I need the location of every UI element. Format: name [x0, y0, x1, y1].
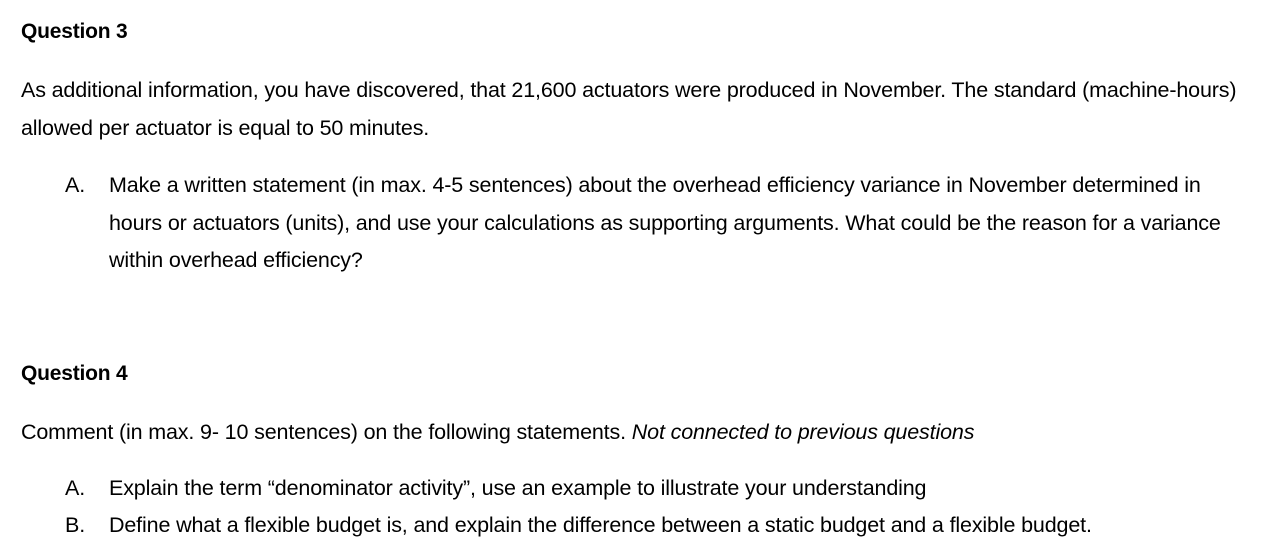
item-marker: B. — [65, 513, 86, 537]
item-text: Explain the term “denominator activity”, use an example to illustrate your understanding — [109, 476, 927, 500]
question-4-heading: Question 4 — [21, 362, 128, 385]
question-4-item-b — [65, 507, 1251, 545]
question-4-intro-note: Not connected to previous questions — [631, 420, 975, 444]
question-3-item-a — [65, 167, 1251, 280]
question-4-item-a — [65, 470, 1251, 508]
question-3-intro: As additional information, you have discovered, that 21,600 actuators were produced in November. The standard (machine-hours) allowed per actuator is equal to 50 minutes. — [21, 78, 1237, 140]
question-3-heading: Question 3 — [21, 20, 128, 43]
item-text: Make a written statement (in max. 4-5 sentences) about the overhead efficiency variance in November determined in hours or actuators (units), and use your calculations as supporting arguments. What could be the reason for a variance within overhead efficiency? — [109, 173, 1221, 272]
item-marker: A. — [65, 173, 86, 197]
question-4-intro-text: Comment (in max. 9- 10 sentences) on the following statements. — [21, 420, 632, 444]
item-marker: A. — [65, 476, 86, 500]
question-4-intro — [21, 413, 1251, 451]
item-text: Define what a flexible budget is, and explain the difference between a static budget and a flexible budget. — [109, 513, 1092, 537]
